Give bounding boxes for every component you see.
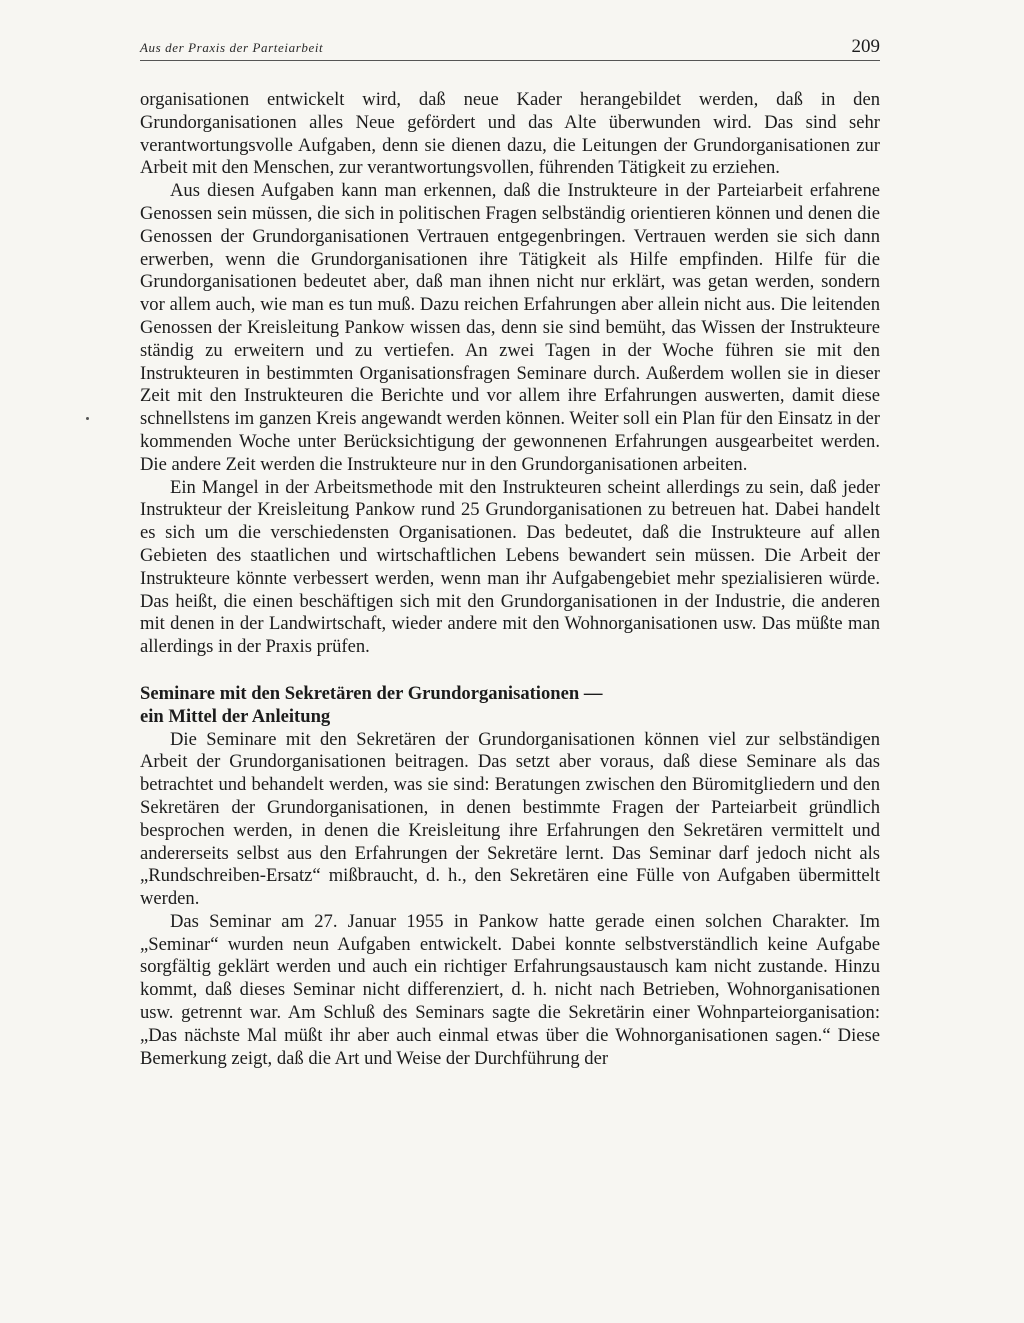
- section-heading-line-2: ein Mittel der Anleitung: [140, 705, 331, 727]
- margin-mark: [86, 417, 89, 420]
- paragraph-1: organisationen entwickelt wird, daß neue Kader herangebildet werden, daß in den Grundorganisationen alles Neue gefördert und das Alte überwunden wird. Das sind sehr verantwortungsvolle Aufgaben, denn sie dienen dazu, die Leitungen der Grundorganisationen zur Arbeit mit den Menschen, zur verantwortungsvollen, führenden Tätigkeit zu erziehen.: [140, 89, 880, 179]
- paragraph-3: Ein Mangel in der Arbeitsmethode mit den Instrukteuren scheint allerdings zu sein, daß jeder Instrukteur der Kreisleitung Pankow rund 25 Grundorganisationen zu betreuen hat. Dabei handelt es sich um die verschiedensten Organisationen. Das bedeutet, daß die Instrukteure auf allen Gebieten des staatlichen und wirtschaftlichen Lebens bewandert sein müssen. Die Arbeit der Instrukteure könnte verbessert werden, wenn man ihr Aufgabengebiet mehr spezialisieren würde. Das heißt, die einen beschäftigen sich mit den Grundorganisationen in der Industrie, die anderen mit denen in der Landwirtschaft, wieder andere mit den Wohnorganisationen usw. Das müßte man allerdings in der Praxis prüfen.: [140, 476, 880, 658]
- paragraph-4: Die Seminare mit den Sekretären der Grundorganisationen können viel zur selbständigen Arbeit der Grundorganisationen beitragen. Das setzt aber voraus, daß diese Seminare als das betrachtet und behandelt werden, was sie sind: Beratungen zwischen den Büromitgliedern und den Sekretären der Grundorganisationen, in denen bestimmte Fragen der Parteiarbeit gründlich besprochen werden, in denen die Kreisleitung ihre Erfahrungen den Sekretären vermittelt und andererseits selbst aus den Erfahrungen der Sekretäre lernt. Das Seminar darf jedoch nicht als „Rundschreiben-Ersatz“ mißbraucht, d. h., den Sekretären eine Fülle von Aufgaben übermittelt werden.: [140, 728, 880, 910]
- page-number: 209: [851, 36, 880, 57]
- paragraph-5: Das Seminar am 27. Januar 1955 in Pankow hatte gerade einen solchen Charakter. Im „Seminar“ wurden neun Aufgaben entwickelt. Dabei konnte selbstverständlich keine Aufgabe sorgfältig geklärt werden und auch ein richtiger Erfahrungsaustausch kam nicht zustande. Hinzu kommt, daß dieses Seminar nicht differenziert, d. h. nicht nach Betrieben, Wohnorganisationen usw. getrennt war. Am Schluß des Seminars sagte die Sekretärin einer Wohnparteiorganisation: „Das nächste Mal müßt ihr aber auch einmal etwas über die Wohnorganisationen sagen.“ Diese Bemerkung zeigt, daß die Art und Weise der Durchführung der: [140, 910, 880, 1069]
- section-heading: [140, 683, 880, 729]
- section-heading-line-1: Seminare mit den Sekretären der Grundorganisationen —: [140, 682, 603, 704]
- document-page: [140, 30, 880, 1070]
- running-head: [140, 30, 880, 61]
- body-text: [140, 89, 880, 1070]
- running-title: Aus der Praxis der Parteiarbeit: [140, 40, 324, 55]
- paragraph-2: Aus diesen Aufgaben kann man erkennen, daß die Instrukteure in der Parteiarbeit erfahrene Genossen sein müssen, die sich in politischen Fragen selbständig orientieren können und denen die Genossen der Grundorganisationen Vertrauen entgegenbringen. Vertrauen werden sie sich dann erwerben, wenn die Grundorganisationen ihre Tätigkeit als Hilfe empfinden. Hilfe für die Grundorganisationen bedeutet aber, daß man ihnen nicht nur erklärt, was getan werden, sondern vor allem auch, wie man es tun muß. Dazu reichen Erfahrungen aber allein nicht aus. Die leitenden Genossen der Kreisleitung Pankow wissen das, denn sie sind bemüht, das Wissen der Instrukteure ständig zu erweitern und zu vertiefen. An zwei Tagen in der Woche führen sie mit den Instrukteuren in bestimmten Organisationsfragen Seminare durch. Außerdem wollen sie in dieser Zeit mit den Instrukteuren die Berichte und vor allem ihre Erfahrungen auswerten, damit diese schnellstens im ganzen Kreis angewandt werden können. Weiter soll ein Plan für den Einsatz in der kommenden Woche unter Berücksichtigung der gewonnenen Erfahrungen ausgearbeitet werden. Die andere Zeit werden die Instrukteure nur in den Grundorganisationen arbeiten.: [140, 180, 880, 475]
